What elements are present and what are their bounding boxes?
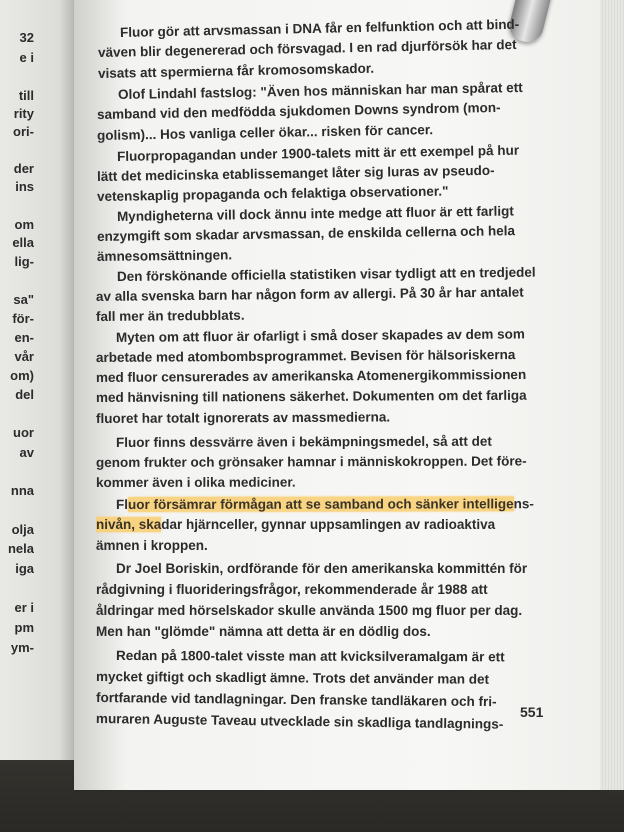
text-line: Myten om att fluor är ofarligt i små doser skapades av dem som bbox=[115, 326, 525, 345]
left-page-fragment: iga bbox=[15, 561, 34, 576]
text-segment: Fl bbox=[115, 496, 129, 512]
highlighted-line bbox=[116, 493, 540, 515]
text-line: arbetade med atombombsprogrammet. Bevisen för hälsoriskerna bbox=[95, 347, 516, 365]
text-line: ämnen i kroppen. bbox=[96, 538, 208, 553]
text-line: enzymgift som skadar arvsmassan, de enskilda cellerna och hela bbox=[96, 223, 516, 244]
left-page-fragment: vår bbox=[14, 349, 34, 364]
left-page-fragment: till bbox=[18, 88, 34, 103]
text-line: mycket giftigt och skadligt ämne. Trots det använder man det bbox=[95, 669, 490, 687]
text-line: kommer även i olika mediciner. bbox=[95, 474, 296, 490]
left-page-fragment: uor bbox=[13, 425, 34, 440]
text-line: ämnesomsättningen. bbox=[96, 247, 233, 264]
text-line: Fluorpropagandan under 1900-talets mitt är ett exempel på hur bbox=[116, 142, 520, 164]
left-page-fragment: för- bbox=[12, 311, 34, 326]
left-page-fragment: ym- bbox=[10, 640, 34, 655]
left-page-fragment: om) bbox=[10, 368, 34, 383]
left-page-fragment: der bbox=[13, 161, 34, 176]
text-line: visats att spermierna får kromosomskador. bbox=[97, 60, 375, 81]
text-line: Olof Lindahl fastslog: "Även hos människan har man spårat ett bbox=[117, 79, 523, 102]
left-page-fragment: ella bbox=[12, 235, 34, 250]
left-page bbox=[0, 0, 75, 760]
left-page-fragment: om bbox=[14, 217, 34, 232]
text-line: Men han "glömde" nämna att detta är en dödlig dos. bbox=[96, 624, 431, 639]
left-page-fragment: 32 bbox=[19, 30, 34, 45]
text-line: fortfarande vid tandlagningar. Den franske tandläkaren och fri- bbox=[95, 690, 497, 710]
text-line: Myndigheterna vill dock ännu inte medge att fluor är ett farligt bbox=[116, 203, 514, 224]
text-line: Fluor finns dessvärre även i bekämpningsmedel, så att det bbox=[115, 433, 492, 450]
highlighted-line bbox=[96, 514, 541, 535]
left-page-fragment: nela bbox=[7, 541, 34, 556]
text-line: rådgivning i fluorideringsfrågor, rekommenderade år 1988 att bbox=[96, 582, 488, 597]
text-segment: dar hjärnceller, gynnar uppsamlingen av radioaktiva bbox=[161, 517, 496, 532]
left-page-fragment: ins bbox=[15, 179, 34, 194]
left-page-fragment: pm bbox=[14, 620, 34, 635]
text-line: med fluor censurerades av amerikanska Atomenergikommissionen bbox=[95, 366, 527, 385]
text-line: samband vid den medfödda sjukdomen Downs syndrom (mon- bbox=[96, 99, 501, 122]
text-line: fluoret har totalt ignorerats av massmedierna. bbox=[95, 409, 391, 426]
highlighter-mark: uor försämrar förmågan att se samband och sänker intellige bbox=[127, 496, 514, 512]
left-page-fragment: ori- bbox=[13, 124, 34, 139]
text-line: vetenskaplig propaganda och felaktiga observationer." bbox=[96, 183, 449, 204]
left-page-fragment: e i bbox=[19, 50, 34, 65]
text-line: med hänvisning till nationens säkerhet. Dokumenten om det farliga bbox=[95, 387, 527, 405]
left-page-fragment: lig- bbox=[14, 254, 34, 269]
left-page-fragment: del bbox=[15, 387, 34, 402]
left-page-fragment: rity bbox=[13, 106, 34, 121]
left-page-fragment: sa" bbox=[13, 292, 34, 307]
text-line: lätt det medicinska etablissemanget låter sig luras av pseudo- bbox=[96, 162, 495, 184]
text-segment: ns- bbox=[513, 496, 534, 512]
highlighter-mark: nivån, ska bbox=[96, 517, 162, 532]
text-line: muraren Auguste Taveau utvecklade sin skadliga tandlagnings- bbox=[95, 711, 504, 732]
left-page-fragment: en- bbox=[14, 330, 34, 345]
text-line: Dr Joel Boriskin, ordförande för den amerikanska kommittén för bbox=[116, 561, 528, 576]
left-page-fragment: olja bbox=[11, 522, 34, 537]
page-number: 551 bbox=[520, 704, 544, 720]
left-page-fragment: nna bbox=[10, 483, 34, 498]
text-line: väven blir degenererad och försvagad. I en rad djurförsök har det bbox=[97, 36, 517, 60]
text-line: genom frukter och grönsaker hamnar i människokroppen. Det före- bbox=[95, 453, 527, 470]
left-page-fragment: er i bbox=[14, 600, 34, 615]
text-line: åldringar med hörselskador skulle använda 1500 mg fluor per dag. bbox=[96, 603, 523, 618]
left-page-fragment: av bbox=[19, 445, 34, 460]
text-line: Fluor gör att arvsmassan i DNA får en felfunktion och att bind- bbox=[119, 16, 520, 40]
text-line: fall mer än tredubblats. bbox=[95, 307, 245, 324]
text-line: golism)... Hos vanliga celler ökar... risken för cancer. bbox=[96, 122, 434, 143]
page-edges bbox=[600, 0, 624, 790]
text-line: Redan på 1800-talet visste man att kvicksilveramalgam är ett bbox=[115, 648, 505, 665]
text-line: Den förskönande officiella statistiken visar tydligt att en tredjedel bbox=[116, 264, 536, 284]
text-line: av alla svenska barn har någon form av allergi. På 30 år har antalet bbox=[95, 284, 524, 304]
